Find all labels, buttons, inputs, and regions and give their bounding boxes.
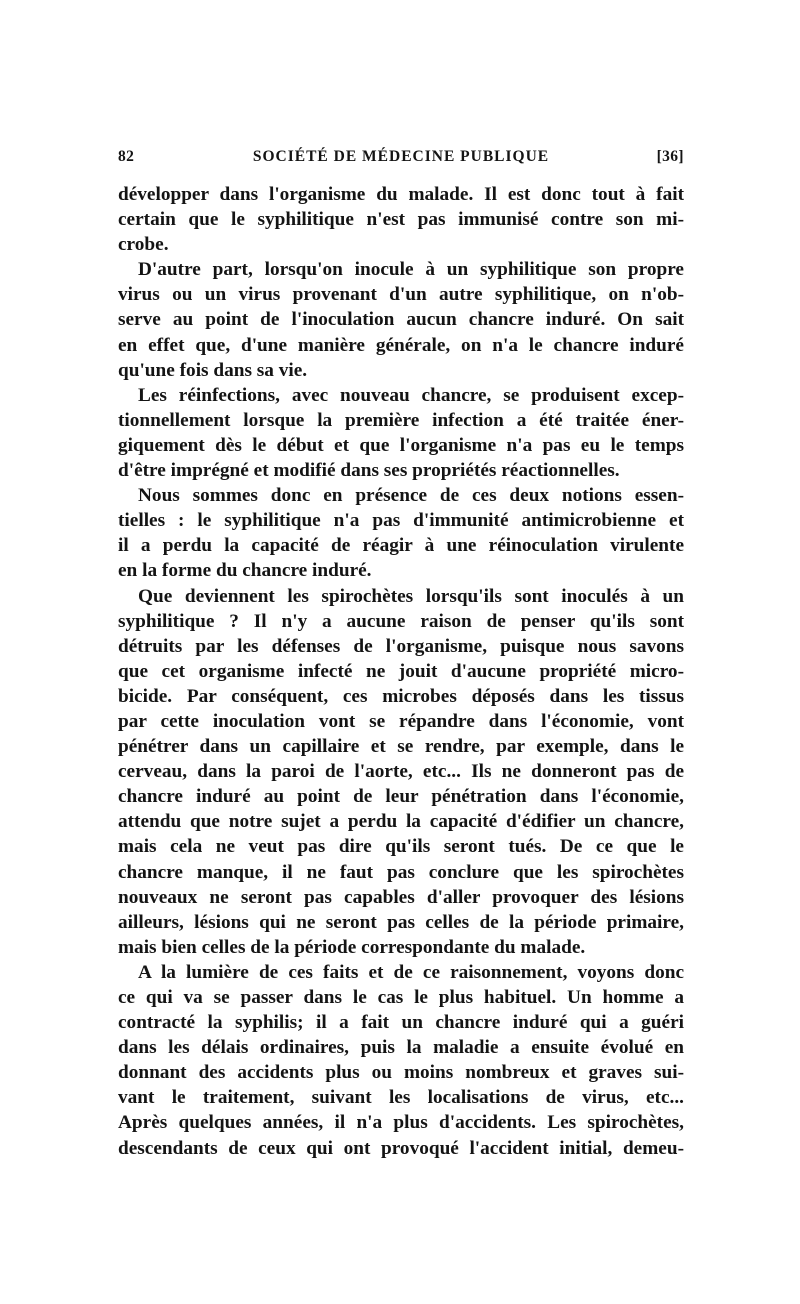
text-line: Les réinfections, avec nouveau chancre, se produisent excep- [138, 384, 684, 406]
text-line: par cette inoculation vont se répandre dans l'économie, vont [118, 710, 684, 732]
text-line: Après quelques années, il n'a plus d'accidents. Les spirochètes, [118, 1112, 684, 1134]
text-line: développer dans l'organisme du malade. Il est donc tout à fait [118, 184, 684, 205]
text-line: virus ou un virus provenant d'un autre syphilitique, on n'ob- [118, 284, 684, 306]
text-line: bicide. Par conséquent, ces microbes déposés dans les tissus [118, 685, 684, 707]
text-line: Que deviennent les spirochètes lorsqu'ils sont inoculés à un [138, 585, 684, 607]
text-line: donnant des accidents plus ou moins nombreux et graves sui- [118, 1062, 684, 1084]
text-line: tielles : le syphilitique n'a pas d'immunité antimicrobienne et [118, 510, 684, 532]
text-line: dans les délais ordinaires, puis la maladie a ensuite évolué en [118, 1037, 684, 1059]
running-title: SOCIÉTÉ DE MÉDECINE PUBLIQUE [252, 148, 550, 165]
page-header [118, 148, 684, 172]
text-line: contracté la syphilis; il a fait un chancre induré qui a guéri [118, 1012, 684, 1034]
page-number: 82 [118, 148, 135, 165]
text-line: serve au point de l'inoculation aucun chancre induré. On sait [118, 309, 684, 331]
text-line: Nous sommes donc en présence de ces deux notions essen- [138, 485, 684, 507]
text-line: en la forme du chancre induré. [118, 560, 372, 582]
text-line: chancre induré au point de leur pénétration dans l'économie, [118, 786, 684, 808]
text-line: il a perdu la capacité de réagir à une réinoculation virulente [118, 535, 684, 557]
text-line: tionnellement lorsque la première infection a été traitée éner- [118, 409, 684, 431]
text-line: cerveau, dans la paroi de l'aorte, etc... Ils ne donneront pas de [118, 761, 684, 783]
text-line: pénétrer dans un capillaire et se rendre, par exemple, dans le [118, 736, 684, 758]
text-line: qu'une fois dans sa vie. [118, 359, 308, 381]
text-line: crobe. [118, 234, 169, 256]
text-line: syphilitique ? Il n'y a aucune raison de penser qu'ils sont [118, 610, 684, 632]
text-line: certain que le syphilitique n'est pas immunisé contre son mi- [118, 209, 684, 231]
chapter-reference: [36] [656, 148, 684, 165]
text-line: nouveaux ne seront pas capables d'aller provoquer des lésions [118, 886, 684, 908]
text-line: détruits par les défenses de l'organisme, puisque nous savons [118, 635, 684, 657]
text-line: d'être imprégné et modifié dans ses propriétés réactionnelles. [118, 460, 620, 482]
text-line: vant le traitement, suivant les localisations de virus, etc... [118, 1087, 684, 1109]
text-line: mais bien celles de la période correspondante du malade. [118, 936, 586, 958]
text-line: chancre manque, il ne faut pas conclure que les spirochètes [118, 861, 684, 883]
text-line: D'autre part, lorsqu'on inocule à un syphilitique son propre [138, 259, 684, 281]
body-text [118, 182, 684, 1161]
text-line: que cet organisme infecté ne jouit d'aucune propriété micro- [118, 660, 684, 682]
text-line: giquement dès le début et que l'organisme n'a pas eu le temps [118, 434, 684, 456]
text-line: descendants de ceux qui ont provoqué l'accident initial, demeu- [118, 1137, 684, 1159]
text-line: en effet que, d'une manière générale, on n'a le chancre induré [118, 334, 684, 356]
text-line: attendu que notre sujet a perdu la capacité d'édifier un chancre, [118, 811, 684, 833]
text-line: ailleurs, lésions qui ne seront pas celles de la période primaire, [118, 911, 684, 933]
text-line: mais cela ne veut pas dire qu'ils seront tués. De ce que le [118, 836, 684, 858]
text-line: A la lumière de ces faits et de ce raisonnement, voyons donc [138, 961, 684, 983]
text-line: ce qui va se passer dans le cas le plus habituel. Un homme a [118, 987, 684, 1008]
